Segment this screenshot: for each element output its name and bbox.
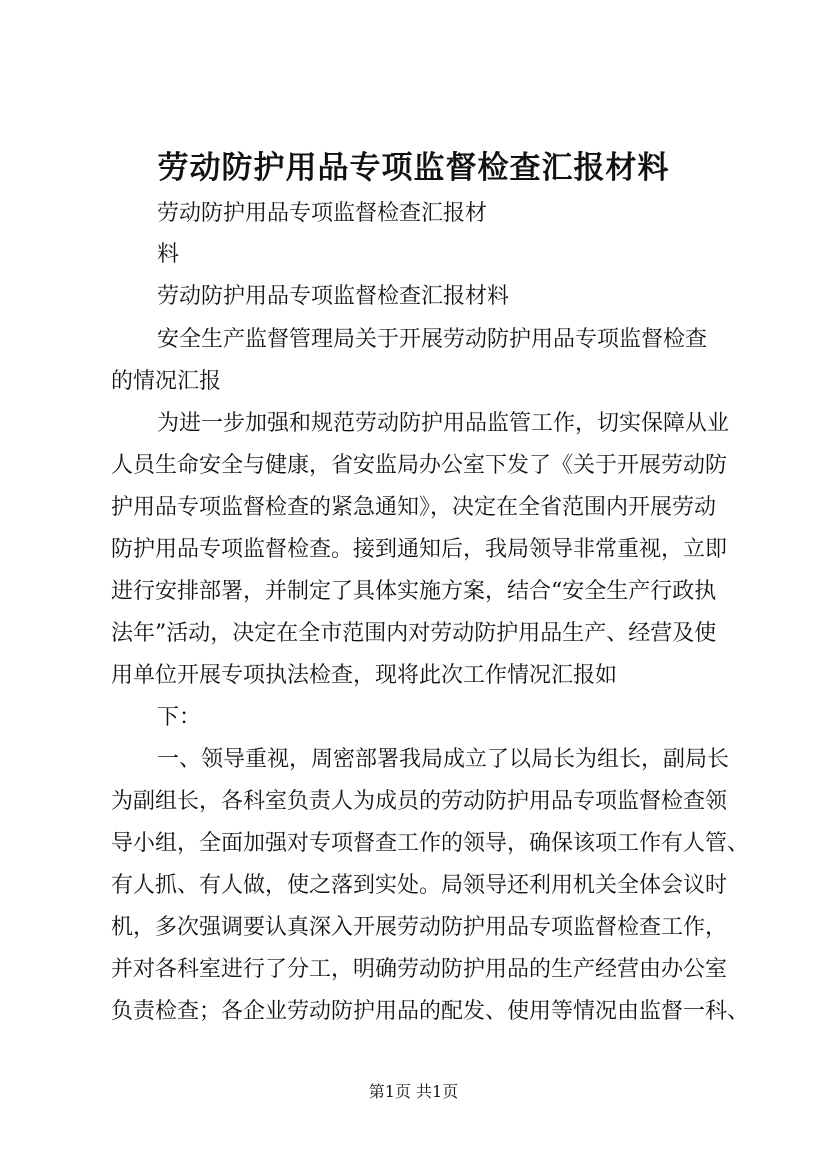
text-line: 劳动防护用品专项监督检查汇报材料 <box>157 284 510 309</box>
text-line: 下： <box>157 705 202 730</box>
text-line: 安全生产监督管理局关于开展劳动防护用品专项监督检查 <box>157 327 708 352</box>
text-line: 劳动防护用品专项监督检查汇报材 <box>157 201 488 226</box>
text-line: 料 <box>157 242 180 267</box>
text-line: 的情况汇报 <box>111 369 222 394</box>
text-line: 防护用品专项监督检查。接到通知后，我局领导非常重视，立即 <box>111 537 728 562</box>
text-line: 人员生命安全与健康，省安监局办公室下发了《关于开展劳动防 <box>111 453 728 478</box>
text-line: 为副组长，各科室负责人为成员的劳动防护用品专项监督检查领 <box>111 789 728 814</box>
text-line: 法年”活动，决定在全市范围内对劳动防护用品生产、经营及使 <box>111 621 717 646</box>
text-line: 护用品专项监督检查的紧急通知》，决定在全省范围内开展劳动 <box>111 495 717 520</box>
text-line: 进行安排部署，并制定了具体实施方案，结合“安全生产行政执 <box>111 579 717 604</box>
document-title: 劳动防护用品专项监督检查汇报材料 <box>157 150 670 186</box>
text-line: 为进一步加强和规范劳动防护用品监管工作，切实保障从业 <box>157 411 730 436</box>
text-line: 导小组，全面加强对专项督查工作的领导，确保该项工作有人管、 <box>111 831 750 856</box>
text-line: 有人抓、有人做，使之落到实处。局领导还利用机关全体会议时 <box>111 873 728 898</box>
text-line: 并对各科室进行了分工，明确劳动防护用品的生产经营由办公室 <box>111 957 728 982</box>
page-footer: 第1页 共1页 <box>368 1082 459 1101</box>
text-line: 机，多次强调要认真深入开展劳动防护用品专项监督检查工作， <box>111 915 728 940</box>
text-line: 负责检查；各企业劳动防护用品的配发、使用等情况由监督一科、 <box>111 999 750 1024</box>
text-line: 用单位开展专项执法检查，现将此次工作情况汇报如 <box>111 663 618 688</box>
text-line: 一、领导重视，周密部署我局成立了以局长为组长，副局长 <box>157 747 730 772</box>
